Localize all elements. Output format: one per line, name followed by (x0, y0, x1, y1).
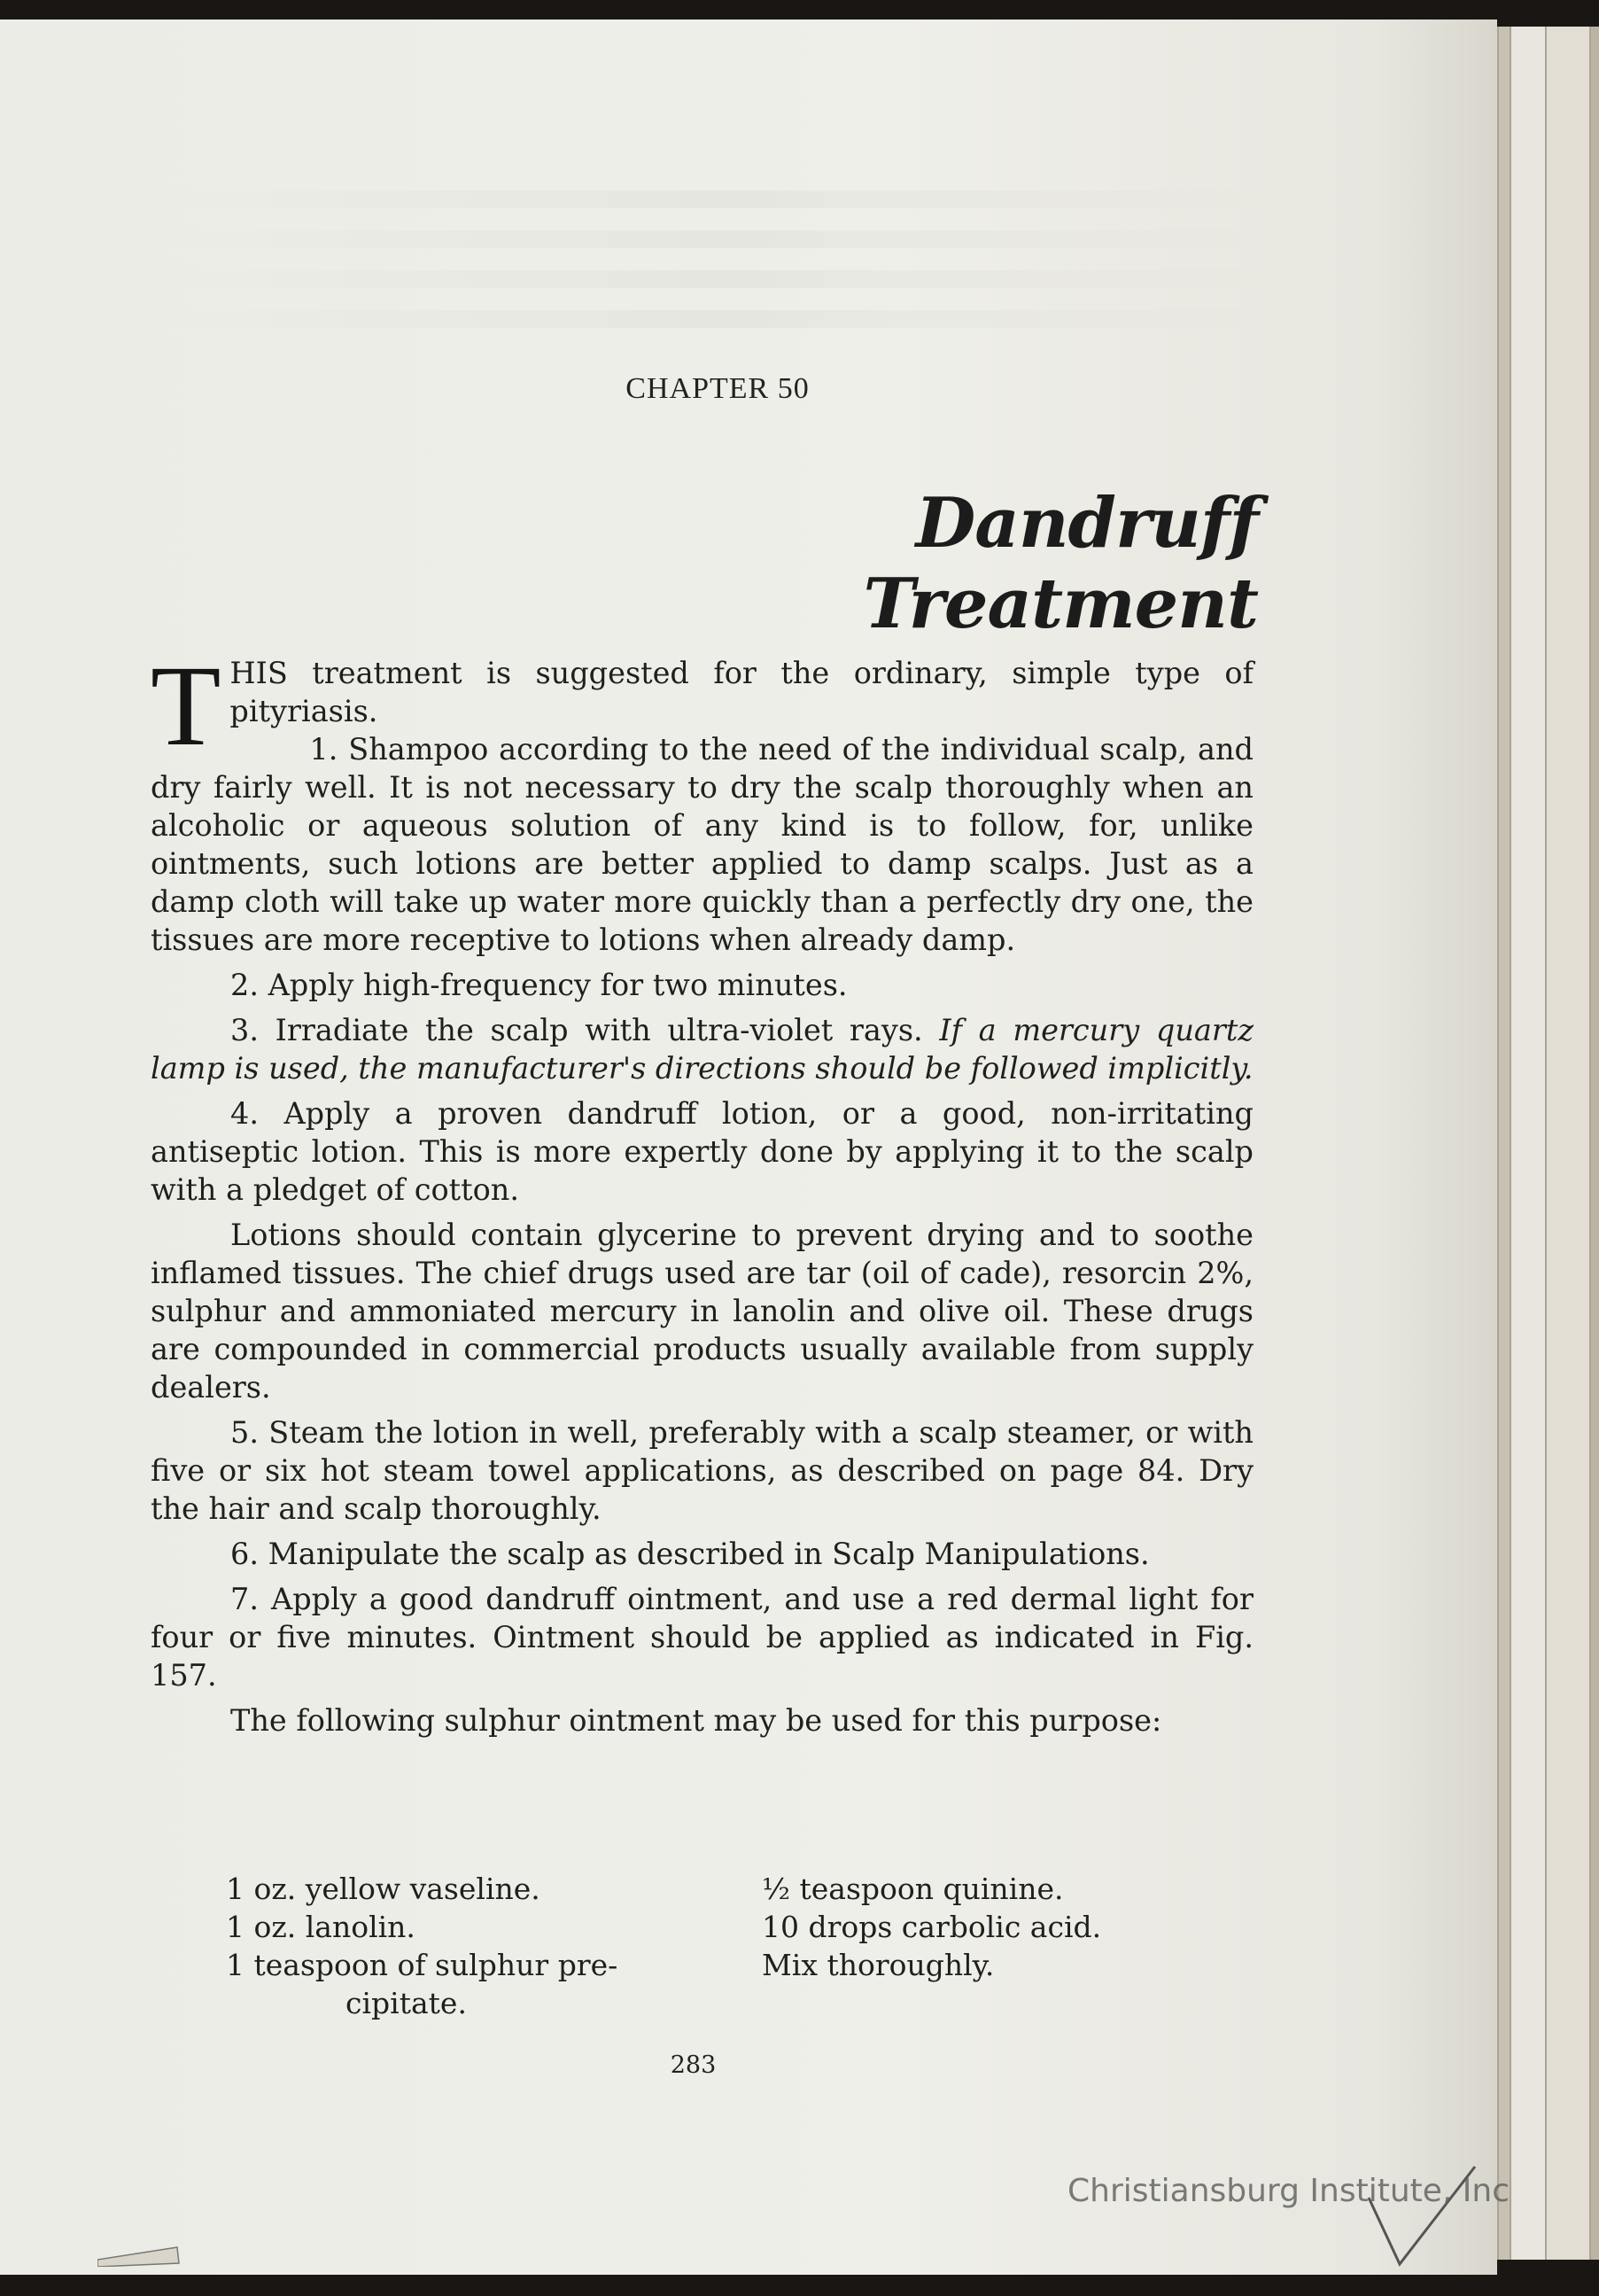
body-text (151, 642, 1254, 1747)
bleed-through (159, 191, 1302, 208)
watermark: Christiansburg Institute, Inc (1067, 2173, 1510, 2209)
intro-text: HIS treatment is suggested for the ordinary, simple type of pityriasis. (229, 656, 1254, 728)
page-edge (1510, 27, 1547, 2260)
recipe-line: 1 oz. lanolin. (226, 1910, 415, 1944)
drop-cap: T (151, 642, 221, 770)
recipe-left-column (226, 1870, 722, 2022)
recipe-line: ½ teaspoon quinine. (762, 1872, 1064, 1906)
recipe-line: 1 oz. yellow vaseline. (226, 1872, 540, 1906)
step-3-italic-note: If a mercury quartz lamp is used, the manufacturer's directions should be followed implicitly. (151, 1013, 1254, 1086)
page-edge (1589, 27, 1599, 2260)
page-number: 283 (670, 2051, 717, 2079)
following-paragraph: The following sulphur ointment may be used for this purpose: (230, 1703, 1162, 1738)
paper-tab (97, 2242, 182, 2267)
bleed-through (159, 310, 1302, 328)
chapter-label: CHAPTER 50 (625, 372, 810, 405)
step-7: 7. Apply a good dandruff ointment, and use a red dermal light for four or five minutes. Ointment should be applied as indicated in Fig. 157. (151, 1582, 1254, 1693)
step-2: 2. Apply high-frequency for two minutes. (230, 968, 848, 1002)
folded-corner-mark (1364, 2149, 1479, 2273)
bleed-through (159, 270, 1302, 288)
step-6: 6. Manipulate the scalp as described in Scalp Manipulations. (230, 1537, 1150, 1571)
recipe-line: cipitate. (345, 1986, 467, 2020)
lotions-paragraph: Lotions should contain glycerine to prevent drying and to soothe inflamed tissues. The chief drugs used are tar (oil of cade), resorcin 2%, sulphur and ammoniated mercury in lanolin and olive oil. These drugs are compounded in commercial products usually available from supply dealers. (151, 1218, 1254, 1405)
step-1: 1. Shampoo according to the need of the individual scalp, and dry fairly well. It is not necessary to dry the scalp thoroughly when an alcoholic or aqueous solution of any kind is to follow, for, unlike ointments, such lotions are better applied to damp scalps. Just as a damp cloth will take up water more quickly than a perfectly dry one, the tissues are more receptive to lotions when already damp. (151, 732, 1254, 957)
recipe-right-column (762, 1870, 1187, 1984)
step-3 (151, 1011, 1254, 1087)
recipe-line: Mix thoroughly. (762, 1948, 995, 1982)
recipe-line: 1 teaspoon of sulphur pre- (226, 1948, 618, 1982)
recipe-line: 10 drops carbolic acid. (762, 1910, 1102, 1944)
step-5: 5. Steam the lotion in well, preferably with a scalp steamer, or with five or six hot steam towel applications, as described on page 84. Dry the hair and scalp thoroughly. (151, 1415, 1254, 1526)
intro-paragraph (151, 642, 1254, 959)
step-4: 4. Apply a proven dandruff lotion, or a good, non-irritating antiseptic lotion. This is more expertly done by applying it to the scalp with a pledget of cotton. (151, 1096, 1254, 1207)
chapter-title: Dandruff Treatment (863, 483, 1258, 644)
bleed-through (159, 230, 1302, 248)
step-3-text: 3. Irradiate the scalp with ultra-violet rays. (230, 1013, 940, 1047)
page-edge (1545, 27, 1591, 2260)
